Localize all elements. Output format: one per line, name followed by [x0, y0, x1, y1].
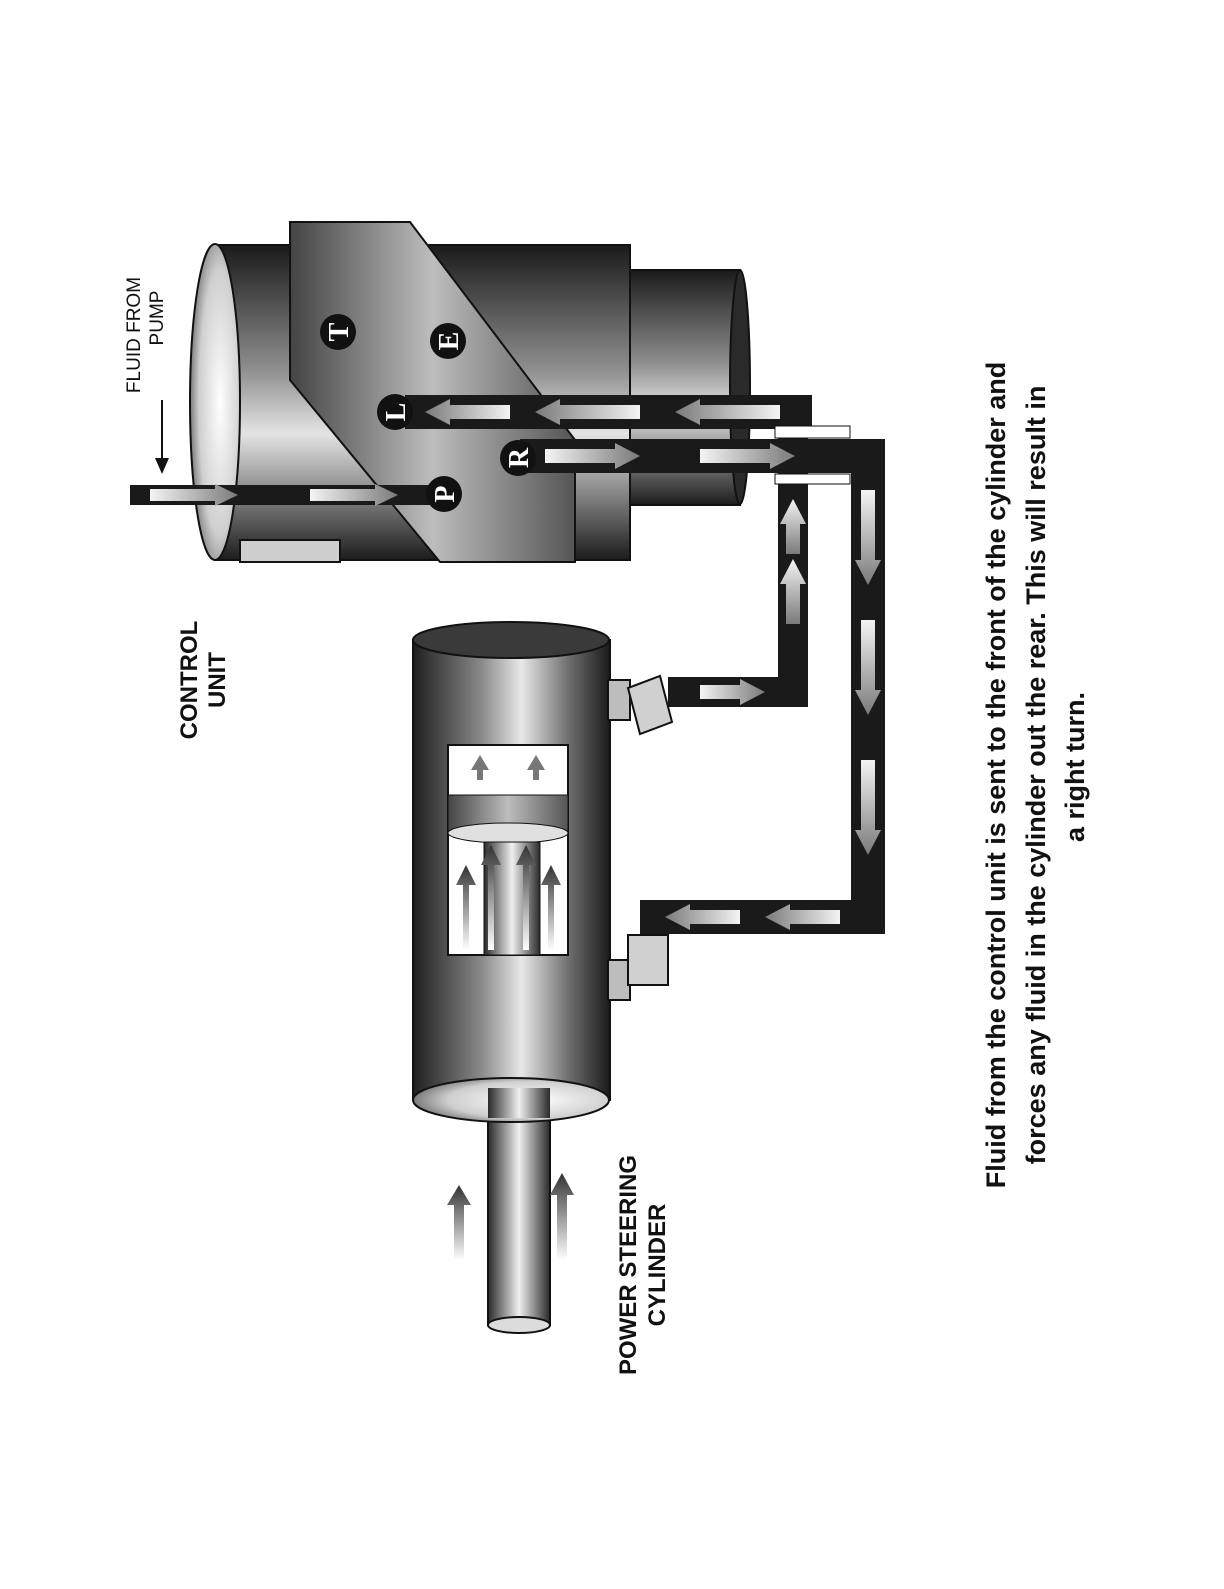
control-unit-label: [176, 621, 231, 740]
rod-motion-arrow: [447, 1185, 471, 1260]
caption-line3: a right turn.: [1060, 692, 1090, 842]
fluid-from-pump-indicator: [124, 277, 169, 474]
control-unit-label-line2: UNIT: [204, 652, 231, 708]
cylinder-label-line1: POWER STEERING: [615, 1154, 642, 1376]
rod-motion-arrow: [550, 1173, 574, 1260]
fluid-from-pump-label-line1: FLUID FROM: [124, 276, 145, 394]
cylinder-rear-fitting: [608, 960, 630, 1000]
port-e-letter: E: [434, 331, 465, 351]
port-l-letter: L: [381, 402, 412, 422]
caption: [981, 362, 1090, 1189]
caption-line2: forces any fluid in the cylinder out the rear. This will result in: [1021, 385, 1051, 1165]
fluid-from-pump-label-line2: PUMP: [147, 290, 168, 346]
pump-flow-arrowhead: [155, 458, 169, 474]
control-unit-bottom-fitting: [240, 540, 340, 562]
piston-head-face: [448, 823, 568, 843]
control-unit-front-face: [190, 244, 240, 560]
hose-separator: [775, 426, 850, 438]
cylinder-top-cap: [413, 622, 609, 658]
cylinder-label: [615, 1155, 671, 1375]
control-unit-label-line1: CONTROL: [176, 620, 203, 740]
caption-line1: Fluid from the control unit is sent to the front of the cylinder and: [981, 361, 1011, 1189]
piston-rod-end: [488, 1317, 550, 1333]
cylinder-label-line2: CYLINDER: [644, 1203, 671, 1327]
port-r: [500, 440, 536, 476]
hose-separator-2: [775, 474, 850, 484]
port-p-letter: P: [430, 485, 461, 503]
port-t: [320, 314, 356, 350]
port-e: [430, 323, 466, 359]
cylinder-front-fitting: [608, 680, 630, 720]
cylinder-rear-elbow: [628, 935, 668, 985]
port-r-letter: R: [504, 447, 535, 469]
cylinder-front-elbow: [628, 676, 672, 734]
port-l: [377, 394, 413, 430]
control-unit: [190, 222, 750, 562]
piston-rod: [488, 1090, 550, 1325]
port-t-letter: T: [324, 322, 355, 342]
piston-rod-top: [488, 1088, 550, 1118]
port-p: [426, 476, 462, 512]
